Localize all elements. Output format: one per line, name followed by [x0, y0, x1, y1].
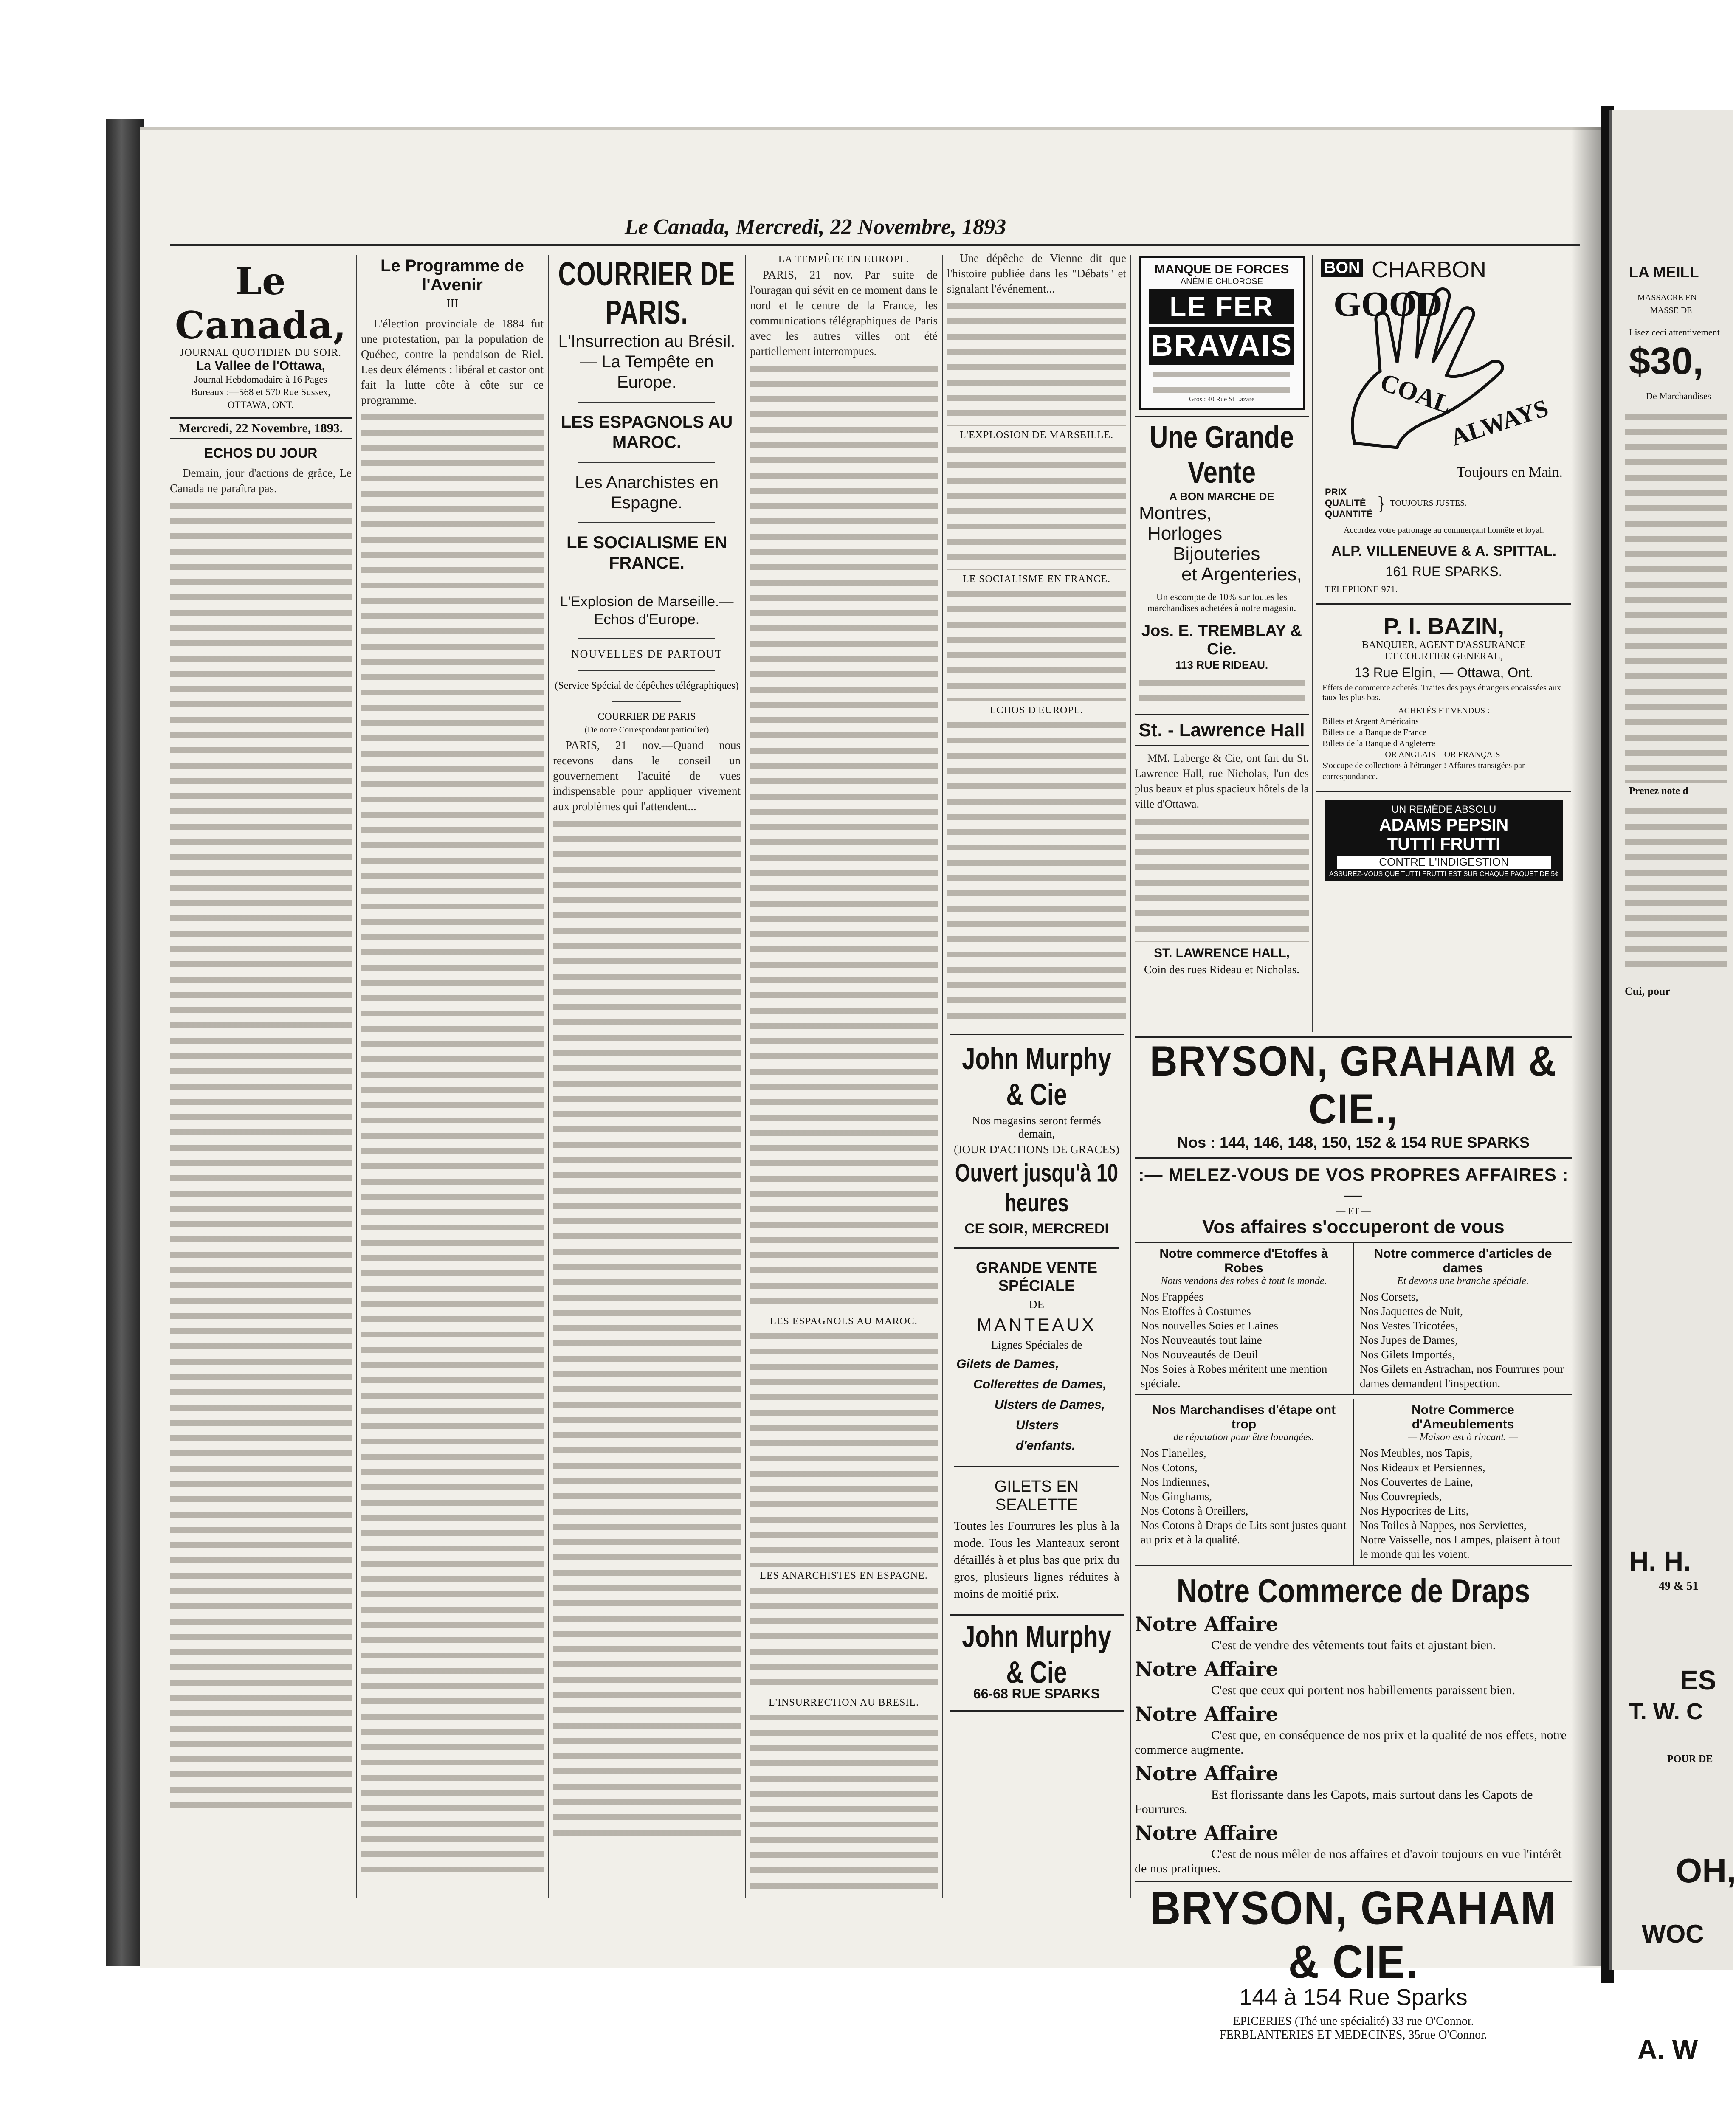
- list-item: Nos Meubles, nos Tapis,: [1360, 1447, 1473, 1459]
- bazin-item: Billets de la Banque d'Angleterre: [1322, 739, 1435, 748]
- ad-small-text: [1139, 676, 1305, 710]
- affaire-text: C'est que, en conséquence de nos prix et la qualité de nos effets, notre commerce augmente.: [1135, 1728, 1567, 1757]
- column-rule: [548, 255, 549, 1898]
- vente-address: 113 RUE RIDEAU.: [1175, 659, 1268, 671]
- manque-line1: MANQUE DE FORCES: [1154, 262, 1289, 276]
- adjacent-heading: T. W. C: [1629, 1699, 1703, 1724]
- article-lead: Une dépêche de Vienne dit que l'histoire publiée dans les "Débats" et signalant l'événement...: [947, 252, 1126, 295]
- masthead-city: OTTAWA, ONT.: [227, 400, 294, 410]
- list-title: Notre commerce d'articles de dames: [1374, 1247, 1552, 1275]
- news-headline: L'EXPLOSION DE MARSEILLE.: [960, 430, 1113, 441]
- hand-word: GOOD: [1333, 284, 1443, 324]
- article-body: [750, 1329, 938, 1567]
- divider: [612, 701, 681, 702]
- list-title: Notre commerce d'Etoffes à Robes: [1159, 1247, 1328, 1275]
- murphy-lines: — Lignes Spéciales de —: [977, 1338, 1096, 1351]
- list-item: Nos Cotons à Oreillers,: [1141, 1504, 1248, 1517]
- list-item: Nos Nouveautés tout laine: [1141, 1334, 1262, 1346]
- divider: [578, 638, 715, 639]
- adams-line: ASSUREZ-VOUS QUE TUTTI FRUTTI EST SUR CHAQUE PAQUET DE 5¢: [1329, 870, 1559, 878]
- vente-item: Horloges: [1147, 523, 1223, 544]
- charbon-qualite: QUALITÉ: [1325, 498, 1366, 508]
- courrier-note: (Service Spécial de dépêches télégraphiques): [555, 680, 739, 691]
- adjacent-text: 49 & 51: [1659, 1580, 1699, 1593]
- list-item: Nos Nouveautés de Deuil: [1141, 1348, 1258, 1361]
- column-news: [750, 251, 938, 1898]
- bryson-et: — ET —: [1336, 1205, 1371, 1216]
- divider: [1135, 745, 1309, 746]
- courrier-headline: NOUVELLES DE PARTOUT: [571, 648, 723, 660]
- brand-2: BRAVAIS: [1150, 329, 1293, 363]
- adjacent-text-block: [1625, 804, 1727, 974]
- bazin-text: Effets de commerce achetés. Traites des pays étrangers encaissées aux taux les plus bas.: [1322, 683, 1561, 702]
- list-item: Nos Cotons à Draps de Lits sont justes quant au prix et à la qualité.: [1141, 1519, 1347, 1546]
- divider: [578, 462, 715, 463]
- vente-note: Un escompte de 10% sur toutes les marchandises achetées à notre magasin.: [1147, 591, 1296, 613]
- column-news-ads: [947, 251, 1126, 1898]
- affaire-text: Est florissante dans les Capots, mais surtout dans les Capots de Fourrures.: [1135, 1788, 1533, 1816]
- vente-item: et Argenteries,: [1181, 564, 1302, 585]
- affaire-text: C'est de vendre des vêtements tout faits et ajustant bien.: [1211, 1638, 1496, 1652]
- list-item: Nos Gilets Importés,: [1360, 1348, 1455, 1361]
- list-item: Nos Indiennes,: [1141, 1475, 1209, 1488]
- bazin-line1: BANQUIER, AGENT D'ASSURANCE: [1362, 639, 1526, 650]
- bryson-title: BRYSON, GRAHAM & CIE.,: [1150, 1038, 1557, 1133]
- bryson-list-row: [1135, 1242, 1572, 1395]
- article-title: Le Programme de l'Avenir: [380, 256, 524, 294]
- masthead-date: Mercredi, 22 Novembre, 1893.: [170, 417, 352, 439]
- column-rule: [1130, 255, 1131, 1898]
- divider: [578, 522, 715, 523]
- news-headline: LA TEMPÊTE EN EUROPE.: [778, 254, 910, 265]
- etape-list: [1135, 1399, 1353, 1565]
- vente-item: Bijouteries: [1173, 543, 1260, 564]
- bazin-item: Billets et Argent Américains: [1322, 717, 1419, 726]
- hall-corner: Coin des rues Rideau et Nicholas.: [1144, 963, 1299, 976]
- charbon-address: 161 RUE SPARKS.: [1385, 564, 1502, 579]
- bazin-line2: ET COURTIER GENERAL,: [1385, 651, 1503, 662]
- divider: [954, 1466, 1119, 1467]
- courrier-headline: LES ESPAGNOLS AU MAROC.: [561, 413, 733, 452]
- affaire-title: Notre Affaire: [1135, 1762, 1278, 1785]
- article-body: [361, 410, 544, 1875]
- murphy-when: CE SOIR, MERCREDI: [964, 1221, 1109, 1237]
- running-header: Le Canada, Mercredi, 22 Novembre, 1893: [624, 215, 1006, 239]
- ameublements-list: [1353, 1399, 1572, 1565]
- column-rule: [1312, 255, 1313, 1032]
- affaire-title: Notre Affaire: [1135, 1703, 1278, 1726]
- charbon-accordez: Accordez votre patronage au commerçant honnête et loyal.: [1343, 526, 1544, 535]
- bazin-achats: ACHETÉS ET VENDUS :: [1398, 706, 1490, 715]
- affaire-title: Notre Affaire: [1135, 1613, 1278, 1636]
- hall-text: MM. Laberge & Cie, ont fait du St. Lawrence Hall, rue Nicholas, l'un des plus beaux et plus spacieux hôtels de la ville d'Ottawa.: [1135, 752, 1309, 810]
- adams-line: CONTRE L'INDIGESTION: [1337, 856, 1551, 869]
- murphy-item: Ulsters d'enfants.: [1016, 1418, 1076, 1453]
- news-headline: ECHOS D'EUROPE.: [989, 705, 1084, 716]
- bryson-bottom-line: EPICERIES (Thé une spécialité) 33 rue O'Connor.: [1233, 2015, 1474, 2028]
- affaire-text: C'est que ceux qui portent nos habillements paraissent bien.: [1211, 1683, 1516, 1697]
- divider: [954, 1247, 1119, 1249]
- hand-illustration: [1316, 282, 1571, 460]
- column-courrier: [553, 251, 741, 1898]
- adams-line: ADAMS PEPSIN: [1379, 816, 1509, 834]
- adams-line: TUTTI FRUTTI: [1387, 835, 1501, 853]
- divider: [1135, 1157, 1572, 1159]
- list-item: Notre Vaisselle, nos Lampes, plaisent à tout le monde qui les voient.: [1360, 1533, 1560, 1560]
- news-headline: LE SOCIALISME EN FRANCE.: [962, 574, 1110, 585]
- masthead-subtitle: JOURNAL QUOTIDIEN DU SOIR.: [180, 347, 341, 358]
- bryson-vos: Vos affaires s'occuperont de vous: [1202, 1216, 1505, 1237]
- draps-title: Notre Commerce de Draps: [1176, 1571, 1530, 1610]
- list-item: Nos Toiles à Nappes, nos Serviettes,: [1360, 1519, 1527, 1532]
- adjacent-text: Prenez note d: [1629, 786, 1688, 797]
- list-item: Nos Corsets,: [1360, 1290, 1419, 1303]
- affaire-title: Notre Affaire: [1135, 1658, 1278, 1681]
- divider: [1135, 416, 1309, 417]
- murphy-hours: Ouvert jusqu'à 10 heures: [955, 1158, 1119, 1217]
- affaire-text: C'est de nous mêler de nos affaires et d'avoir toujours en vue l'intérêt de nos pratiques.: [1135, 1847, 1562, 1875]
- adjacent-text: Lisez ceci attentivement: [1629, 327, 1720, 338]
- courrier-title: COURRIER DE PARIS.: [558, 255, 736, 331]
- list-title: Notre Commerce d'Ameublements: [1412, 1403, 1514, 1431]
- vente-subtitle: A BON MARCHE DE: [1169, 490, 1274, 503]
- brand-1: LE FER: [1170, 291, 1274, 322]
- adjacent-text: MASSE DE: [1650, 306, 1692, 315]
- masthead-region: La Vallee de l'Ottawa,: [196, 359, 325, 373]
- news-headline: L'INSURRECTION AU BRESIL.: [768, 1697, 919, 1708]
- list-item: Nos Frappées: [1141, 1290, 1203, 1303]
- list-item: Nos Soies à Robes méritent une mention spéciale.: [1141, 1363, 1327, 1390]
- article-body: [750, 1583, 938, 1694]
- murphy-items-list: [954, 1354, 1119, 1456]
- dames-list: [1353, 1243, 1572, 1394]
- charbon-header: [1316, 256, 1571, 282]
- article-body: [947, 299, 1126, 426]
- hall-name: ST. LAWRENCE HALL,: [1154, 946, 1290, 960]
- adjacent-text-block: [1625, 409, 1727, 783]
- courrier-headline: Les Anarchistes en Espagne.: [575, 473, 719, 512]
- list-item: Nos Etoffes à Costumes: [1141, 1305, 1251, 1318]
- divider: [578, 402, 715, 403]
- divider: [1316, 603, 1571, 605]
- adjacent-text: Cui, pour: [1625, 985, 1670, 997]
- list-item: Nos Flanelles,: [1141, 1447, 1206, 1459]
- list-item: Nos Couvrepieds,: [1360, 1490, 1442, 1503]
- bazin-list: [1316, 716, 1571, 782]
- charbon-phone: TELEPHONE 971.: [1325, 584, 1398, 594]
- courrier-headline: L'Explosion de Marseille.— Echos d'Europe.: [560, 594, 734, 628]
- masthead-bureaux: Bureaux :—568 et 570 Rue Sussex,: [191, 387, 331, 397]
- murphy-text: Nos magasins seront fermés demain,: [972, 1114, 1101, 1140]
- murphy-sale: GRANDE VENTE SPÉCIALE: [975, 1259, 1098, 1294]
- list-item: Nos Cotons,: [1141, 1461, 1198, 1474]
- adjacent-heading: WOC: [1642, 1920, 1704, 1948]
- bryson-bottom-line: FERBLANTERIES ET MEDECINES, 35rue O'Connor.: [1220, 2028, 1487, 2041]
- charbon-bon: BON: [1321, 259, 1363, 277]
- article-lead: Demain, jour d'actions de grâce, Le Canada ne paraîtra pas.: [170, 467, 352, 495]
- courrier-headline: LE SOCIALISME EN FRANCE.: [566, 533, 727, 572]
- murphy-item: Ulsters de Dames,: [995, 1398, 1105, 1412]
- murphy-name: John Murphy & Cie: [962, 1619, 1111, 1690]
- manque-line2: ANÉMIE CHLOROSE: [1180, 277, 1263, 286]
- article-body: [170, 498, 352, 1815]
- murphy-gilets-text: Toutes les Fourrures les plus à la mode. Tous les Manteaux seront détaillés à et plus bas que prix du gros, plusieurs lignes réduites à moins de moitié prix.: [954, 1519, 1119, 1601]
- bryson-bottom-address: 144 à 154 Rue Sparks: [1239, 1985, 1468, 2010]
- list-item: Nos Gilets en Astrachan, nos Fourrures pour dames demandent l'inspection.: [1360, 1363, 1564, 1390]
- charbon-prix-block: [1325, 487, 1563, 520]
- adjacent-heading: OH,: [1676, 1852, 1736, 1889]
- courrier-subhead: COURRIER DE PARIS: [597, 711, 696, 722]
- adjacent-heading: ES: [1680, 1665, 1716, 1695]
- murphy-item: Gilets de Dames,: [956, 1357, 1059, 1371]
- article-lead: PARIS, 21 nov.—Par suite de l'ouragan qui sévit en ce moment dans le nord et le centre de la France, les communications télégraphiques de Paris avec les autres villes ont été partiellement interrompues.: [750, 268, 938, 358]
- adjacent-text: POUR DE: [1667, 1754, 1713, 1765]
- murphy-manteaux: MANTEAUX: [977, 1315, 1096, 1335]
- column-rule: [356, 255, 357, 1898]
- divider: [1316, 791, 1571, 792]
- adams-pepsin-ad: [1325, 800, 1563, 881]
- article-body: [947, 587, 1126, 701]
- list-title: Nos Marchandises d'étape ont trop: [1152, 1403, 1336, 1431]
- vente-merchant: Jos. E. TREMBLAY & Cie.: [1141, 622, 1302, 658]
- vente-title: Une Grande Vente: [1149, 420, 1294, 490]
- affaire-title: Notre Affaire: [1135, 1822, 1278, 1844]
- list-item: Nos Rideaux et Persiennes,: [1360, 1461, 1485, 1474]
- news-headline: LES ANARCHISTES EN ESPAGNE.: [760, 1570, 928, 1581]
- charbon-toutes: TOUJOURS JUSTES.: [1390, 498, 1467, 508]
- adjacent-heading: H. H.: [1629, 1546, 1691, 1577]
- courrier-byline: (De notre Correspondant particulier): [584, 725, 709, 735]
- adjacent-text: MASSACRE EN: [1637, 293, 1697, 302]
- manque-small: Gros : 40 Rue St Lazare: [1189, 396, 1255, 403]
- manque-brand: [1149, 289, 1294, 324]
- charbon-word: CHARBON: [1372, 257, 1487, 282]
- article-body: [947, 718, 1126, 1028]
- bryson-list-row: [1135, 1399, 1572, 1566]
- masthead-weekly: Journal Hebdomadaire à 16 Pages: [194, 374, 327, 385]
- murphy-name: John Murphy & Cie: [962, 1041, 1111, 1112]
- column-rule: [745, 255, 746, 1898]
- murphy-text: (JOUR D'ACTIONS DE GRACES): [954, 1143, 1119, 1156]
- charbon-quantite: QUANTITÉ: [1325, 509, 1373, 519]
- charbon-prix: PRIX: [1325, 487, 1347, 497]
- list-item: Nos Hypocrites de Lits,: [1360, 1504, 1469, 1517]
- article-body: [750, 361, 938, 1312]
- hall-title: St. - Lawrence Hall: [1139, 720, 1305, 741]
- bryson-numbers: Nos : 144, 146, 148, 150, 152 & 154 RUE SPARKS: [1177, 1134, 1530, 1151]
- charbon-prix-list: [1325, 487, 1372, 520]
- affaires-list: [1135, 1613, 1572, 1876]
- masthead-title: Le Canada,: [175, 259, 347, 347]
- divider: [578, 670, 715, 671]
- article-body: [553, 817, 741, 1836]
- fer-bravais-ad: [1139, 256, 1305, 410]
- bazin-item: S'occupe de collections à l'étranger ! Affaires transigées par correspondance.: [1322, 761, 1525, 781]
- article-number: III: [446, 297, 458, 310]
- bazin-address: 13 Rue Elgin, — Ottawa, Ont.: [1354, 665, 1533, 680]
- adjacent-heading: LA MEILL: [1629, 263, 1699, 281]
- list-subtitle: — Maison est ò rincant. —: [1408, 1432, 1518, 1443]
- ad-column-right: [1316, 251, 1571, 1032]
- murphy-address: 66-68 RUE SPARKS: [973, 1686, 1100, 1701]
- hand-word: ALWAYS: [1447, 394, 1552, 451]
- column-programme: [361, 251, 544, 1898]
- bryson-bottom-title: BRYSON, GRAHAM & CIE.: [1150, 1882, 1557, 1988]
- manque-brand: [1149, 327, 1294, 365]
- adjacent-page: [1609, 110, 1736, 2065]
- courrier-headline: L'Insurrection au Brésil.— La Tempête en Europe.: [558, 332, 736, 391]
- charbon-toujours: Toujours en Main.: [1457, 465, 1563, 480]
- brace: }: [1377, 493, 1386, 514]
- column-rule: [942, 255, 943, 1898]
- section-title: ECHOS DU JOUR: [204, 445, 318, 461]
- murphy-gilets: GILETS EN SEALETTE: [994, 1478, 1079, 1514]
- etoffes-list: [1135, 1243, 1353, 1394]
- article-lead: L'élection provinciale de 1884 fut une protestation, par la population de Québec, contre la pendaison de Riel. Les deux éléments : libéral et castor ont fait la lutte côte à côte sur ce programme.: [361, 317, 544, 406]
- adjacent-price: $30,: [1629, 340, 1704, 383]
- list-subtitle: de réputation pour être louangées.: [1173, 1432, 1314, 1443]
- article-lead: PARIS, 21 nov.—Quand nous recevons dans le conseil un gouvernement l'acuité de vues indispensable pour appliquer vivement aux problèmes qui l'attendent...: [553, 739, 741, 813]
- list-subtitle: Nous vendons des robes à tout le monde.: [1161, 1275, 1327, 1287]
- scan-frame-left: [106, 119, 144, 1966]
- list-item: Nos Jaquettes de Nuit,: [1360, 1305, 1463, 1318]
- ad-column-left: [1135, 251, 1309, 1032]
- divider: [1135, 714, 1309, 715]
- murphy-ad-2: [950, 1614, 1124, 1712]
- list-item: Nos nouvelles Soies et Laines: [1141, 1319, 1278, 1332]
- list-item: Nos Ginghams,: [1141, 1490, 1212, 1503]
- header-rule: [170, 244, 1580, 246]
- bryson-ad: [1135, 1036, 1572, 2041]
- murphy-ad: [950, 1034, 1124, 1610]
- vente-items: [1135, 503, 1309, 585]
- adams-line: UN REMÈDE ABSOLU: [1391, 804, 1496, 815]
- bazin-name: P. I. BAZIN,: [1383, 614, 1505, 639]
- article-body: [750, 1710, 938, 1889]
- bazin-item: OR ANGLAIS—OR FRANÇAIS—: [1385, 750, 1509, 759]
- adjacent-heading: A. W: [1637, 2034, 1698, 2065]
- news-headline: LES ESPAGNOLS AU MAROC.: [770, 1316, 918, 1327]
- list-item: Nos Vestes Tricotées,: [1360, 1319, 1458, 1332]
- list-item: Nos Jupes de Dames,: [1360, 1334, 1458, 1346]
- ad-small-text: [1135, 814, 1309, 942]
- hand-word: COAL: [1376, 367, 1456, 420]
- bryson-melez: :— MELEZ-VOUS DE VOS PROPRES AFFAIRES :—: [1138, 1165, 1569, 1205]
- article-body: [947, 443, 1126, 570]
- column-echos: [170, 251, 352, 1898]
- vente-item: Montres,: [1139, 503, 1212, 524]
- murphy-item: Collerettes de Dames,: [973, 1377, 1107, 1391]
- list-subtitle: Et devons une branche spéciale.: [1397, 1275, 1529, 1287]
- ad-small-text: [1153, 367, 1290, 393]
- charbon-merchant: ALP. VILLENEUVE & A. SPITTAL.: [1331, 543, 1557, 559]
- murphy-de: DE: [1029, 1298, 1044, 1311]
- adjacent-text: De Marchandises: [1646, 391, 1711, 401]
- hand-icon: [1316, 282, 1554, 460]
- list-item: Nos Couvertes de Laine,: [1360, 1475, 1473, 1488]
- bazin-item: Billets de la Banque de France: [1322, 728, 1426, 737]
